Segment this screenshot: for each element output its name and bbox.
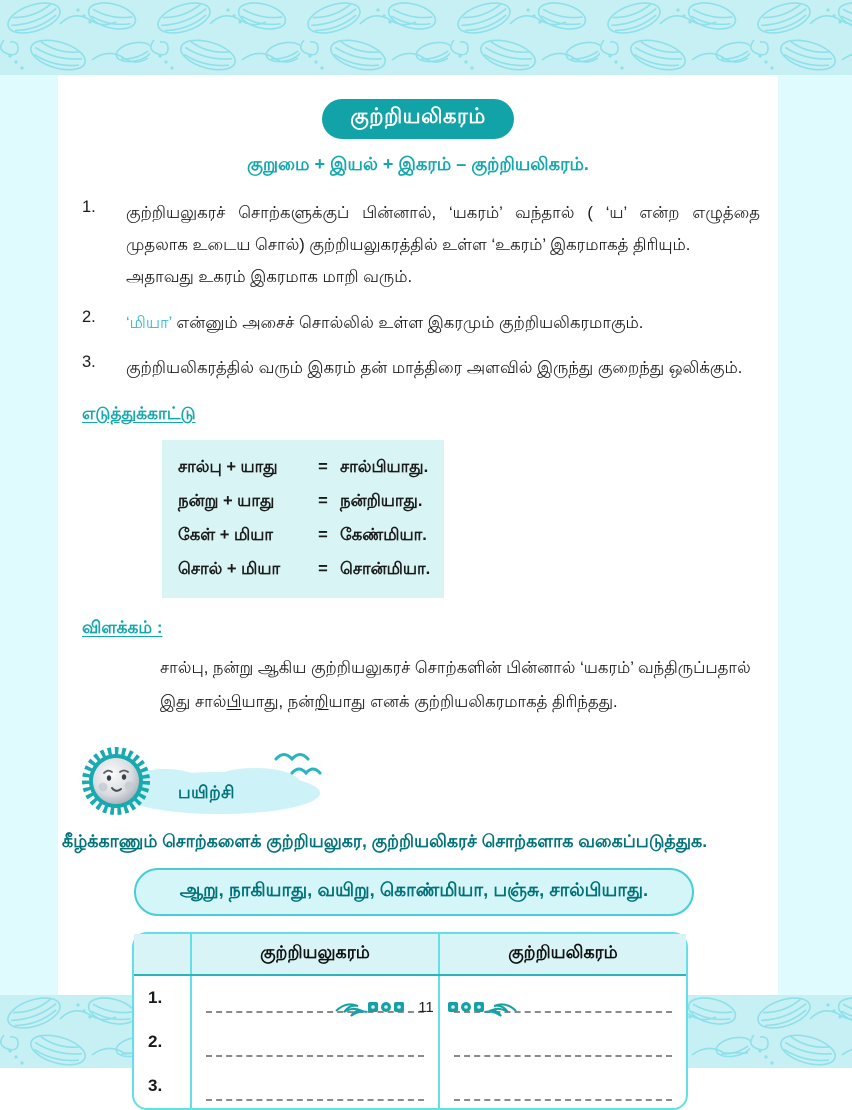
answer-cell	[438, 1064, 686, 1108]
table-header-row	[134, 934, 686, 976]
explanation-part: யாது, நன்	[241, 692, 315, 711]
explanation-part: யாது எனக் குற்றியலிகரமாகத் திரிந்தது.	[328, 692, 618, 711]
example-rhs: சால்பியாது.	[340, 457, 429, 476]
example-row	[178, 450, 430, 484]
answer-blank-line	[454, 1055, 672, 1057]
explanation-paragraph	[160, 652, 758, 720]
example-heading: எடுத்துக்காட்டு	[82, 403, 196, 423]
rule-text: குற்றியலிகரத்தில் வரும் இகரம் தன் மாத்திரை அளவில் இருந்து குறைந்து ஒலிக்கும்.	[126, 358, 743, 377]
page-title: குற்றியலிகரம்	[322, 99, 513, 139]
practice-badge	[70, 743, 350, 825]
example-lhs: கேள் + மியா	[178, 525, 273, 544]
definition-formula: குறுமை + இயல் + இகரம் – குற்றியலிகரம்.	[247, 154, 589, 174]
page-footer	[0, 998, 852, 1016]
equals-sign: =	[318, 457, 328, 476]
underlined-letter: பி	[226, 692, 242, 711]
classification-table	[132, 932, 688, 1110]
example-row	[178, 552, 430, 586]
answer-blank-line	[454, 1099, 672, 1101]
rule-item-3	[82, 352, 760, 384]
explanation-part: இது சால்	[160, 692, 227, 711]
top-border-leaf-pattern	[0, 0, 852, 75]
page-number: 11	[418, 998, 434, 1016]
equals-sign: =	[318, 491, 328, 510]
table-row	[134, 1064, 686, 1108]
example-lhs: சால்பு + யாது	[178, 457, 278, 476]
footer-ornament-right	[444, 998, 518, 1016]
practice-badge-label: பயிற்சி	[178, 783, 235, 803]
rule-text	[126, 307, 760, 339]
sun-icon	[86, 751, 146, 811]
right-margin-strip	[778, 75, 852, 995]
rule-number: 3.	[82, 352, 96, 371]
answer-cell	[190, 1020, 438, 1064]
answer-blank-line	[206, 1055, 424, 1057]
underlined-letter: றி	[314, 692, 329, 711]
rule-item-2	[82, 307, 760, 339]
example-row	[178, 518, 430, 552]
table-row	[134, 1020, 686, 1064]
rule-2-text: என்னும் அசைச் சொல்லில் உள்ள இகரமும் குற்றியலிகரமாகும்.	[172, 313, 644, 332]
rule-1-line-1: குற்றியலுகரச் சொற்களுக்குப் பின்னால், ‘யகரம்’ வந்தால் ( ‘ய’ என்ற எழுத்தை முதலாக உடைய சொல்) குற்றியலுகரத்தில் உள்ள ‘உகரம்’ இகரமாகத் திரியும்.	[126, 204, 760, 255]
example-row	[178, 484, 430, 518]
equals-sign: =	[318, 525, 328, 544]
highlighted-word-miya: ‘மியா’	[126, 313, 173, 332]
example-rhs: நன்றியாது.	[340, 491, 423, 510]
rule-number: 1.	[82, 198, 96, 216]
rule-text	[126, 197, 760, 294]
example-lhs: சொல் + மியா	[178, 559, 281, 578]
left-margin-strip	[0, 75, 58, 995]
rule-item-1	[82, 197, 760, 294]
exercise-instruction: கீழ்க்காணும் சொற்களைக் குற்றியலுகர, குற்றியலிகரச் சொற்களாக வகைப்படுத்துக.	[62, 831, 708, 852]
table-header-kutriyaligaram: குற்றியலிகரம்	[438, 934, 686, 974]
table-header-kutriyalugaram: குற்றியலுகரம்	[190, 934, 438, 974]
answer-cell	[438, 1020, 686, 1064]
explanation-line-1: சால்பு, நன்று ஆகிய குற்றியலுகரச் சொற்களின் பின்னால் ‘யகரம்’ வந்திருப்பதால்	[160, 658, 751, 677]
rules-list	[82, 197, 760, 384]
word-list-pill: ஆறு, நாகியாது, வயிறு, கொண்மியா, பஞ்சு, சால்பியாது.	[134, 868, 694, 916]
explanation-heading: விளக்கம் :	[82, 617, 163, 637]
example-rhs: கேண்மியா.	[340, 525, 427, 544]
row-number: 1.	[148, 988, 163, 1008]
table-header-number-cell	[134, 934, 190, 974]
row-number: 3.	[148, 1076, 163, 1096]
footer-ornament-left	[334, 998, 408, 1016]
rule-number: 2.	[82, 307, 96, 326]
example-rhs: சொன்மியா.	[340, 559, 431, 578]
row-number: 2.	[148, 1032, 163, 1052]
answer-blank-line	[206, 1099, 424, 1101]
answer-cell	[190, 1064, 438, 1108]
equals-sign: =	[318, 559, 328, 578]
example-box	[162, 440, 444, 598]
example-lhs: நன்று + யாது	[178, 491, 275, 510]
bird-icon	[276, 755, 320, 774]
rule-1-line-2: அதாவது உகரம் இகரமாக மாறி வரும்.	[126, 268, 413, 287]
